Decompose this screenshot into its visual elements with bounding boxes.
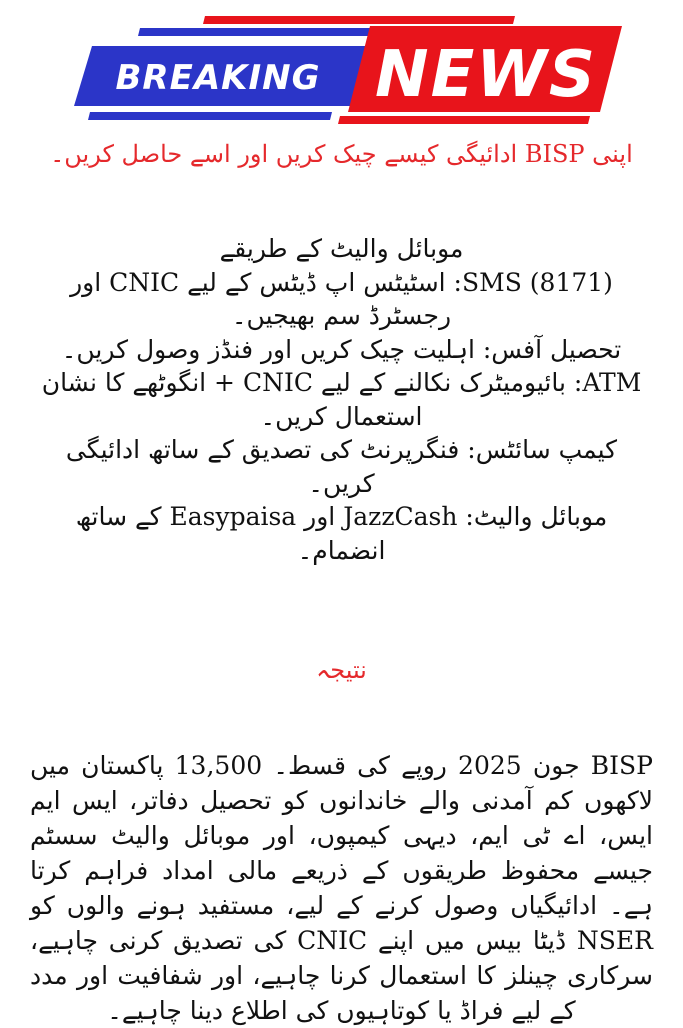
method-item-sms: SMS (8171): اسٹیٹس اپ ڈیٹس کے لیے CNIC اور رجسٹرڈ سم بھیجیں۔: [70, 267, 613, 330]
banner-breaking-text: BREAKING: [115, 58, 321, 98]
conclusion-heading: نتیجہ: [316, 656, 367, 684]
conclusion-paragraph: BISP جون 2025 روپے کی قسط۔ 13,500 پاکستان میں لاکھوں کم آمدنی والے خاندانوں کو تحصیل دفاتر، ایس ایم ایس، اے ٹی ایم، دیہی کیمپوں، اور موبائل والیٹ سسٹم جیسے محفوظ طریقوں کے ذریعے مالی امداد فراہم کرتا ہے۔ ادائیگیاں وصول کرنے کے لیے، مستفید ہونے والوں کو NSER ڈیٹا بیس میں اپنے CNIC کی تصدیق کرنی چاہیے، سرکاری چینلز کا استعمال کرنا چاہیے، اور شفافیت اور مدد کے لیے فراڈ یا کوتاہیوں کی اطلاع دینا چاہیے۔: [30, 751, 653, 1025]
methods-heading: موبائل والیٹ کے طریقے: [219, 234, 464, 263]
banner-bottom-blue-stripe: [88, 112, 332, 120]
method-item-mobile-wallet: موبائل والیٹ: JazzCash اور Easypaisa کے ساتھ انضمام۔: [75, 502, 608, 565]
method-item-camp-sites: کیمپ سائٹس: فنگرپرنٹ کی تصدیق کے ساتھ ادائیگی کریں۔: [65, 435, 618, 498]
banner-top-blue-stripe: [138, 28, 370, 36]
banner-news-text: NEWS: [375, 38, 597, 112]
banner-bottom-red-stripe: [338, 116, 590, 124]
banner-top-red-stripe: [203, 16, 515, 24]
page-subtitle: اپنی BISP ادائیگی کیسے چیک کریں اور اسے حاصل کریں۔: [50, 140, 633, 168]
methods-section: [30, 232, 653, 567]
method-item-tehsil-office: تحصیل آفس: اہلیت چیک کریں اور فنڈز وصول کریں۔: [61, 334, 622, 364]
breaking-news-banner: [70, 14, 630, 126]
banner-graphic: [70, 14, 630, 126]
method-item-atm: ATM: بائیومیٹرک نکالنے کے لیے CNIC + انگوٹھے کا نشان استعمال کریں۔: [41, 368, 642, 431]
